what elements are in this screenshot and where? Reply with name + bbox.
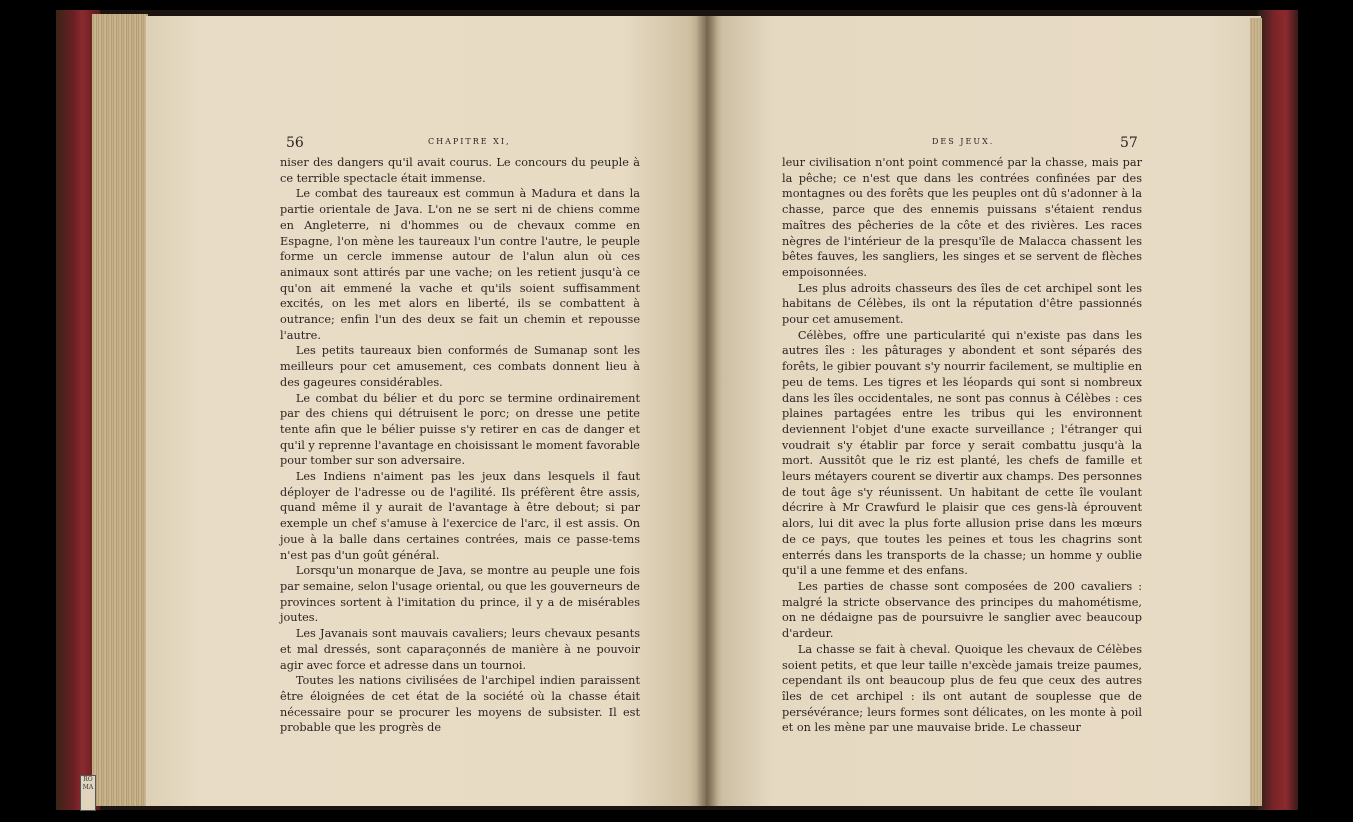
paragraph: Les petits taureaux bien conformés de Sumanap sont les meilleurs pour cet amusement, ces combats donnent lieu à des gageures considérables. xyxy=(280,344,640,389)
paragraph: Célèbes, offre une particularité qui n'existe pas dans les autres îles : les pâturages y abondent et sont séparés des forêts, le gibier pouvant s'y nourrir facilement, se multiplie en peu de tems. Les tigres et les léopards qui sont si nombreux dans les îles occidentales, ne sont pas connus à Célèbes : ces plaines partagées entre les tribus qui les environnent deviennent l'objet d'une exacte surveillance ; l'étranger qui voudrait s'y établir par force y serait combattu jusqu'à la mort. Aussitôt que le riz est planté, les chefs de famille et leurs métayers courent se divertir aux champs. Des personnes de tout âge s'y réunissent. Un habitant de cette île voulant décrire à Mr Crawfurd le plaisir que ces gens-là éprouvent alors, lui dit avec la plus forte allusion prise dans les mœurs de ce pays, que toutes les peines et tous les chagrins sont enterrés dans les transports de la chasse; un homme y oublie qu'il a une femme et des enfans. xyxy=(782,328,1142,578)
paragraph: La chasse se fait à cheval. Quoique les chevaux de Célèbes soient petits, et que leur taille n'excède jamais treize paumes, cependant ils ont beaucoup plus de feu que ceux des autres îles de cet archipel : ils ont autant de souplesse que de persévérance; leurs formes sont délicates, on les monte à poil et on les mène par une mauvaise bride. Le chasseur xyxy=(782,642,1142,735)
spine-label xyxy=(80,775,96,811)
paragraph: Le combat du bélier et du porc se termine ordinairement par des chiens qui détruisent le porc; on dresse une petite tente afin que le bélier puisse s'y retirer en cas de danger et qu'il y reprenne l'avantage en choisissant le moment favorable pour tomber sur son adversaire. xyxy=(280,391,640,468)
right-running-head: DES JEUX. xyxy=(932,137,995,146)
paragraph: leur civilisation n'ont point commencé par la chasse, mais par la pêche; ce n'est que dans les contrées confinées par des montagnes ou des forêts que les peuples ont dû s'adonner à la chasse, parce que des ennemis puissans s'étaient rendus maîtres des pêcheries de la côte et des rivières. Les races nègres de l'intérieur de la presqu'île de Malacca chassent les bêtes fauves, les sangliers, les singes et se servent de flèches empoisonnées. xyxy=(782,156,1142,279)
right-page-edges xyxy=(1250,18,1262,806)
left-running-head: CHAPITRE XI, xyxy=(428,137,511,146)
left-text-block xyxy=(280,155,640,736)
spine-label-text: RO MA xyxy=(82,776,94,791)
paragraph: Les Javanais sont mauvais cavaliers; leurs chevaux pesants et mal dressés, sont caparaçonnés de manière à ne pouvoir agir avec force et adresse dans un tournoi. xyxy=(280,627,640,672)
paragraph: niser des dangers qu'il avait courus. Le concours du peuple à ce terrible spectacle était immense. xyxy=(280,156,640,185)
paragraph: Les parties de chasse sont composées de 200 cavaliers : malgré la stricte observance des principes du mahométisme, on ne dédaigne pas de poursuivre le sanglier avec beaucoup d'ardeur. xyxy=(782,579,1142,641)
paragraph: Les Indiens n'aiment pas les jeux dans lesquels il faut déployer de l'adresse ou de l'agilité. Ils préfèrent être assis, quand même il y aurait de l'avantage à être debout; si par exemple un chef s'amuse à l'exercice de l'arc, il est assis. On joue à la balle dans certaines contrées, mais ce passe-tems n'est pas d'un goût général. xyxy=(280,470,640,562)
right-folio: 57 xyxy=(1120,135,1138,151)
right-text-block xyxy=(782,155,1142,736)
right-page-header xyxy=(782,135,1142,153)
left-page-header xyxy=(286,135,646,153)
right-cover-binding xyxy=(1258,10,1298,810)
paragraph: Le combat des taureaux est commun à Madura et dans la partie orientale de Java. L'on ne se sert ni de chiens comme en Angleterre, ni d'hommes ou de chevaux comme en Espagne, l'on mène les taureaux l'un contre l'autre, le peuple forme un cercle immense autour de l'alun alun où ces animaux sont attirés par une vache; on les retient jusqu'à ce qu'on ait emmené la vache et qu'ils soient suffisamment excités, on les met alors en liberté, ils se combattent à outrance; enfin l'un des deux se fait un chemin et repousse l'autre. xyxy=(280,187,640,342)
paragraph: Lorsqu'un monarque de Java, se montre au peuple une fois par semaine, selon l'usage oriental, ou que les gouverneurs de provinces sortent à l'imitation du prince, il y a de misérables joutes. xyxy=(280,564,640,625)
paragraph: Toutes les nations civilisées de l'archipel indien paraissent être éloignées de cet état de la société où la chasse était nécessaire pour se procurer les moyens de subsister. Il est probable que les progrès de xyxy=(280,674,640,735)
gutter-shadow xyxy=(696,16,718,806)
paragraph: Les plus adroits chasseurs des îles de cet archipel sont les habitans de Célèbes, ils ont la réputation d'être passionnés pour cet amusement. xyxy=(782,281,1142,327)
left-page-edges xyxy=(92,14,148,806)
left-folio: 56 xyxy=(286,135,304,151)
